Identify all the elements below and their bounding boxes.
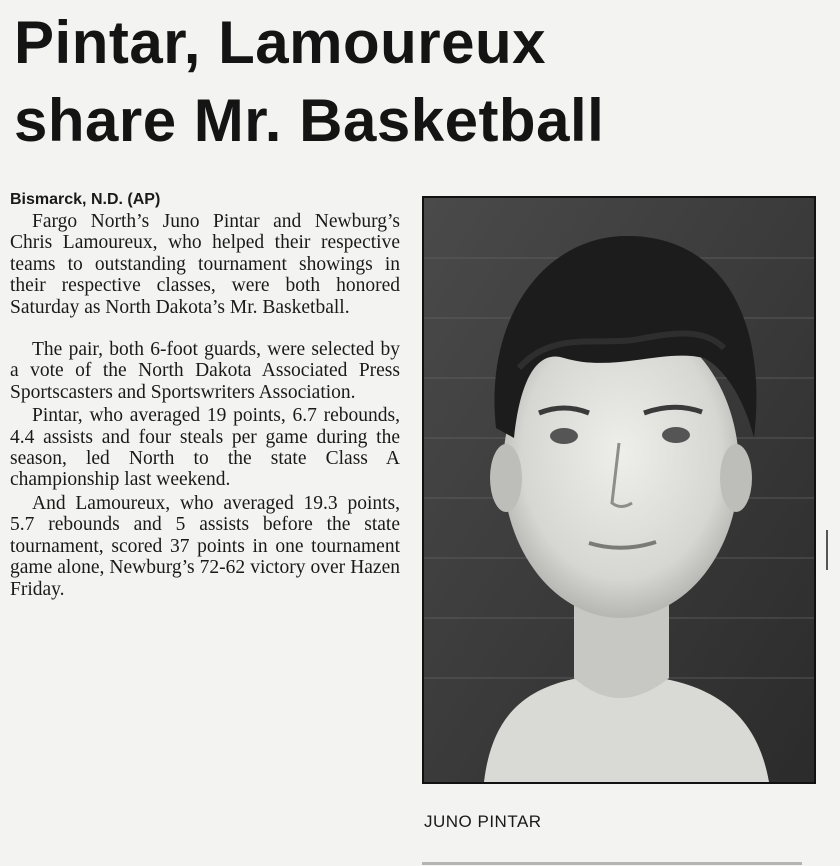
headline [14,4,830,160]
portrait-illustration [424,198,814,782]
dateline: Bismarck, N.D. (AP) [10,191,161,208]
photo-caption: JUNO PINTAR [424,812,542,831]
article-paragraph: And Lamoureux, who averaged 19.3 points, 5.7 rebounds and 5 assists before the state tournament, scored 37 points in one tournament game alone, Newburg’s 72-62 victory over Hazen Friday. [10,492,400,600]
headline-line-1: Pintar, Lamoureux [14,9,546,76]
player-photo [422,196,816,784]
column-rule-fragment [826,530,828,570]
headline-line-2: share Mr. Basketball [14,87,605,154]
article-paragraph: Pintar, who averaged 19 points, 6.7 rebounds, 4.4 assists and four steals per game during the season, led North to the state Class A championship last weekend. [10,405,400,491]
article-body [10,190,400,600]
article-paragraph: Fargo North’s Juno Pintar and Newburg’s Chris Lamoureux, who helped their respective teams to outstanding tournament showings in their respective classes, were both honored Saturday as North Dakota’s Mr. Basketball. [10,211,400,318]
cropped-next-column-text [422,852,822,866]
article-paragraph: The pair, both 6-foot guards, were selected by a vote of the North Dakota Associated Press Sportscasters and Sportswriters Association. [10,339,400,403]
